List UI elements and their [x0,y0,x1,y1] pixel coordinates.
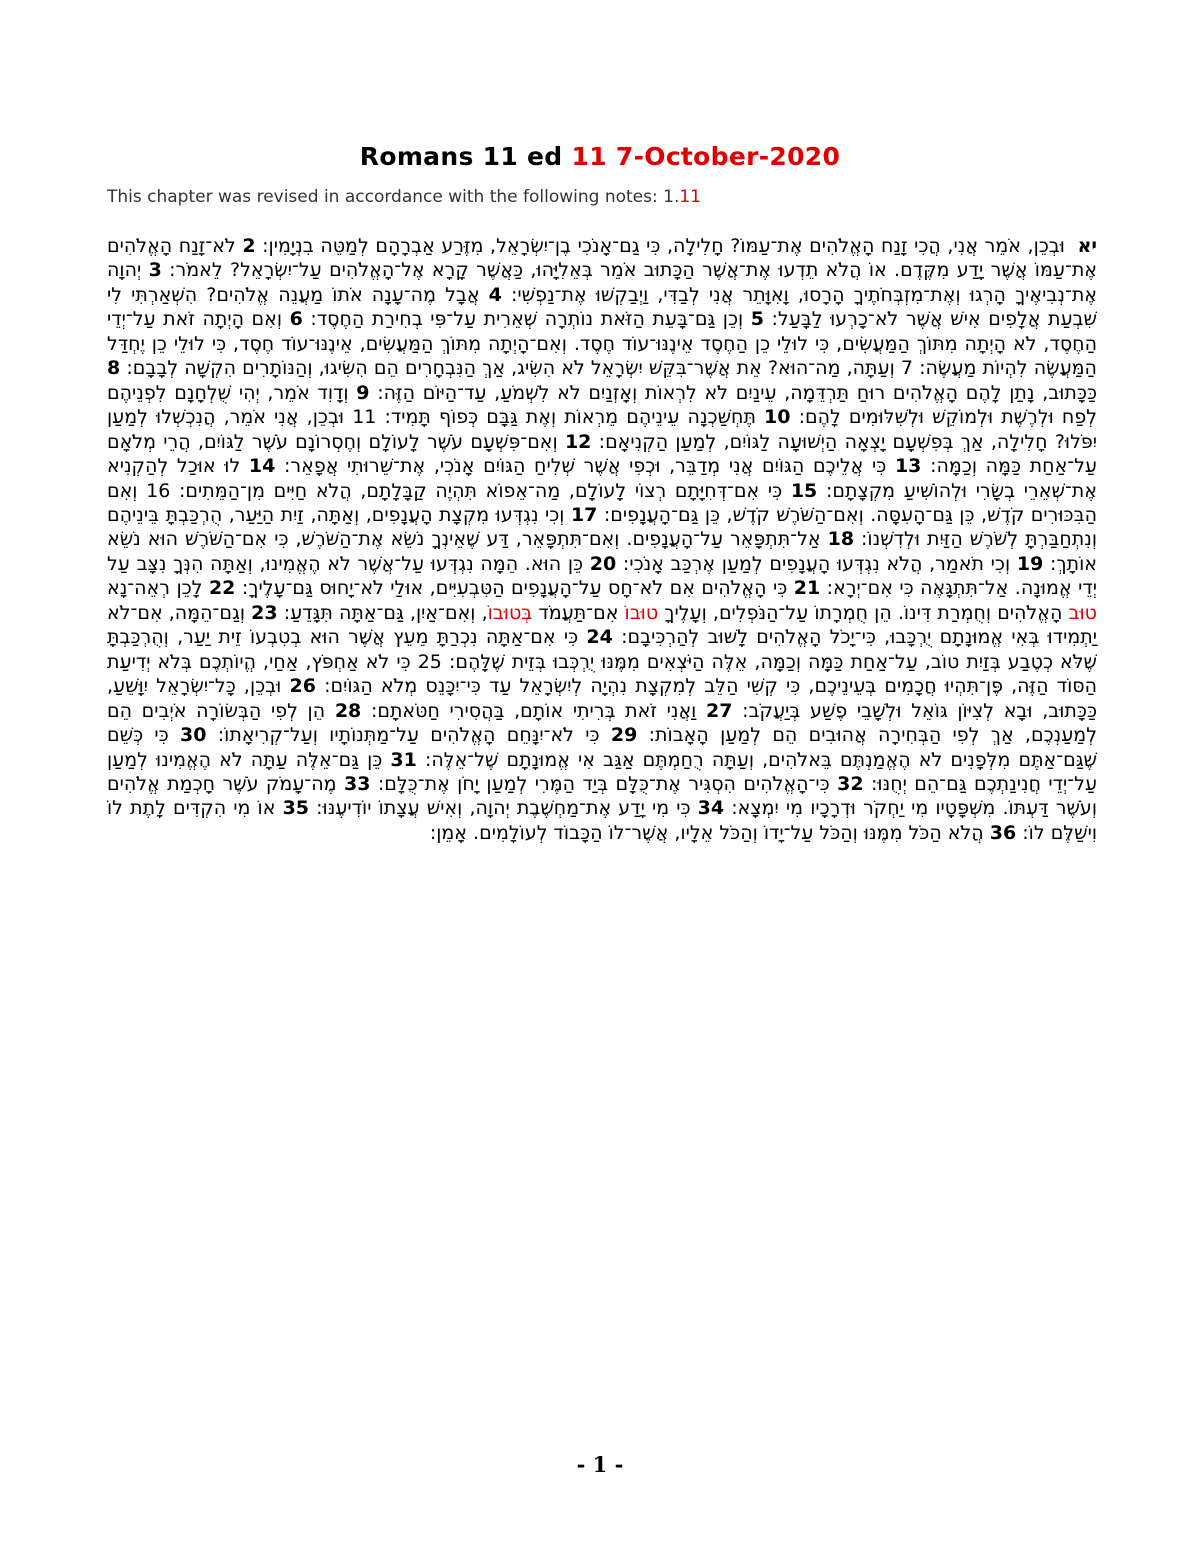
verse-18: אַל־תִּתְפָּאֵר עַל־הָעֲנָפִים. וְאִם־תִּתְפָּאֵר, דַּע שֶׁאֵינְךָ נֹשֵׂא אֶת־הַשֹּׁרֶשׁ, כִּי אִם־הַשֹּׁרֶשׁ הוּא נֹשֵׂא אוֹתָךְ: [107,528,1097,575]
verse-30: כִּי כְּשֵׁם שֶׁגַּם־אַתֶּם מִלְּפָנִים לֹא הֶאֱמַנְתֶּם בֵּאלֹהִים, וְעַתָּה רֻחַמְתֶּם אַגַּב אִי אֱמוּנָתָם שֶׁל־אֵלֶּה: [107,724,1098,771]
verse-22-part-3: אִם־תַּעֲמֹד [538,601,619,624]
verse-9: וְדָוִד אֹמֵר, יְהִי שֻׁלְחָנָם לִפְנֵיהֶם לְפַח וּלְרֶשֶׁת וּלְמוֹקֵשׁ וּלְשִׁלּוּמִים לָהֶם: [107,381,1097,429]
verse-1: וּבְכֵן, אֹמֵר אֲנִי, הֲכִי זָנַח הָאֱלֹהִים אֶת־עַמּוֹ? חָלִילָה, כִּי גַם־אָנֹכִי בֶן־יִשְׂרָאֵל, מִזֶּרַע אַבְרָהָם לְמַטֵּה בִנְיָמִין: [262,235,1065,257]
verse-15: כִּי אִם־דְּחִיָּתָם רְצוֹי לָעוֹלָם, מַה־אֵפוֹא תִּהְיֶה קַבָּלָתָם, הֲלֹא חַיִּים מִן־הַמֵּתִים: [179,479,783,502]
verse-number: 30 [180,724,207,747]
verse-12: וְאִם־פִּשְׁעָם עֹשֶׁר לָעוֹלָם וְחֶסְרוֹנָם עֹשֶׁר לַגּוֹיִם, הֲרֵי מְלֹאָם עַל־אַחַת כַּמָּה וְכַמָּה: [107,430,1097,478]
page-title [0,142,1200,171]
verse-number: 9 [356,381,370,404]
verse-number: 5 [750,308,764,331]
verse-34: כִּי מִי יָדַע אֶת־מַחְשֶׁבֶת יְהוָה, וְאִישׁ עֲצָתוֹ יוֹדִיעֶנּוּ: [316,797,691,820]
verse-7: וְעַתָּה, מַה־הוּא? אֵת אֲשֶׁר־בִּקֵּשׁ יִשְׂרָאֵל לֹא הִשִּׂיג, אַךְ הַנִּבְחָרִים הֵם הִשִּׂיגוּ, וְהַנּוֹתָרִים הִקְשָׁה לְבָבָם: [126,357,895,380]
verse-number: 21 [793,577,821,600]
verse-5: וְכֵן גַּם־בָּעֵת הַזֹּאת נוֹתְרָה שְׁאֵרִית עַל־פִּי בְחִירַת הַחֶסֶד: [310,308,744,331]
title-prefix: Romans 11 ed [359,142,563,171]
verse-29: כִּי לֹא־יִנָּחֵם הָאֱלֹהִים עַל־מַתְּנוֹתָיו וְעַל־קְרִיאָתוֹ: [217,724,600,747]
verse-27: וַאֲנִי זֹאת בְּרִיתִי אוֹתָם, בַּהֲסִירִי חַטֹּאתָם: [370,699,697,722]
verse-number: 29 [610,724,638,747]
verse-number: 15 [790,479,818,502]
highlighted-word: בְּטוּבוֹ [487,601,533,624]
verse-number: 7 [900,357,913,380]
verse-number: 23 [251,601,278,624]
verse-22-part-2: הָאֱלֹהִים וְחֻמְרַת דִּינוֹ. הֵן חֻמְרָתוֹ עַל־הַנֹּפְלִים, וְעָלֶיךָ [664,601,1063,624]
verse-33: מֶה־עָמֹק עֹשֶׁר חָכְמַת אֱלֹהִים וְעֹשֶׁר דַּעְתּוֹ. מִשְׁפָּטָיו מִי יַחְקֹר וּדְרָכָיו מִי יִמְצָא: [107,772,1098,820]
verse-number: 22 [208,577,236,600]
verse-number: 14 [248,455,276,478]
verse-16: וְאִם הַבִּכּוּרִים קֹדֶשׁ, כֵּן גַּם־הָעִסָּה. וְאִם־הַשֹּׁרֶשׁ קֹדֶשׁ, כֵּן גַּם־הָעֲנָפִים: [107,479,1097,526]
verse-4: אֲבָל מֶה־עָנָה אֹתוֹ מַעֲנֵה אֱלֹהִים? הִשְׁאַרְתִּי לִי שִׁבְעַת אֲלָפִים אִישׁ אֲשֶׁר לֹא־כָרְעוּ לַבָּעַל: [107,283,1098,331]
verse-number: 27 [706,699,733,722]
chapter-text [107,234,1097,845]
verse-number: 3 [148,259,162,282]
title-edition-date: 11 7-October-2020 [571,142,841,171]
verse-19: וְכִי תֹאמַר, הֲלֹא נִגְדְּעוּ הָעֲנָפִים לְמַעַן אֶרְכַּב אָנֹכִי: [622,552,1011,575]
verse-14: לוּ אוּכַל לְהַקְנִיא אֶת־שְׁאֵרֵי בְשָׂרִי וּלְהוֹשִׁיעַ מִקְצָתָם: [107,455,1097,502]
verse-number: 36 [989,821,1017,844]
verse-number: 28 [334,699,362,722]
verse-number: 35 [282,797,310,820]
verse-8: כַּכָּתוּב, נָתַן לָהֶם הָאֱלֹהִים רוּחַ תַּרְדֵּמָה, עֵינַיִם לֹא לִרְאוֹת וְאָזְנַיִם לֹא לִשְׁמֹעַ, עַד־הַיּוֹם הַזֶּה: [377,381,1098,404]
verse-17: וְכִי נִגְדְּעוּ מִקְצָת הָעֲנָפִים, וְאַתָּה, זַיִת הַיַּעַר, הֻרְכַּבְתָּ בֵּינֵיהֶם וְנִתְחַבַּרְתָּ לְשֹׁרֶשׁ הַזַּיִת וּלְדִשְׁנוֹ: [107,503,1098,551]
verse-3: יְהוָה אֶת־נְבִיאֶיךָ הָרְגוּ וְאֶת־מִזְבְּחֹתֶיךָ הָרָסוּ, וָאִוָּתֵר אֲנִי לְבַדִּי, וַיְבַקְשׁוּ אֶת־נַפְשִׁי: [107,259,1098,306]
verse-number: 25 [417,650,442,673]
verse-number: 19 [1016,552,1044,575]
verse-22-part-4: , וְאִם־אַיִן, גַּם־אַתָּה תִּגָּדֵעַ: [283,601,488,624]
verse-number: 26 [289,675,316,698]
verse-number: 34 [697,797,725,820]
verse-number: 2 [242,235,256,257]
verse-21: כִּי הָאֱלֹהִים אִם לֹא־חָס עַל־הָעֲנָפִים הַטִּבְעִיִּים, אוּלַי לֹא־יָחוּס גַּם־עָלֶיךָ: [241,577,788,600]
verse-35: אוֹ מִי הִקְדִּים לָתֶת לוֹ וִישַׁלֶּם לוֹ: [107,797,1097,844]
verse-number: 11 [352,406,377,429]
revision-note-link[interactable]: 11 [679,187,701,207]
verse-number: 10 [764,406,791,429]
revision-note [107,187,701,207]
verse-28: הֵן לְפִי הַבְּשׂוֹרָה אֹיְבִים הֵם לְמַעַנְכֶם, אַךְ לְפִי הַבְּחִירָה אֲהוּבִים הֵם לְמַעַן הָאָבוֹת: [107,699,1098,747]
verse-23: וְגַם־הֵמָּה, אִם־לֹא יַתְמִידוּ בְּאִי אֱמוּנָתָם יֻרְכָּבוּ, כִּי־יָכֹל הָאֱלֹהִים לָשׁוּב לְהַרְכִּיבָם: [107,601,1097,649]
verse-22-part-1: לָכֵן רְאֵה־נָא [107,577,203,600]
verse-10: תֶּחְשַׁכְנָה עֵינֵיהֶם מֵרְאוֹת וְאֶת גַּבָּם כְּפוֹף תָּמִיד: [384,406,756,429]
revision-note-text: This chapter was revised in accordance with the following notes: 1. [107,187,680,207]
verse-31: כֵּן גַּם־אֵלֶּה עַתָּה לֹא הֶאֱמִינוּ לְמַעַן עַל־יְדֵי חֲנִינַתְכֶם גַּם־הֵם יְחֻנּוּ: [107,748,1098,795]
verse-number: 33 [344,772,371,795]
verse-number: 13 [894,455,922,478]
verse-25: כִּי לֹא אַחְפֹּץ, אַחַי, הֱיוֹתְכֶם בְּלֹא יְדִיעַת הַסּוֹד הַזֶּה, פֶּן־תִּהְיוּ חֲכָמִים בְּעֵינֵיכֶם, כִּי קְשִׁי הַלֵּב לְמִקְצָת נִהְיָה לְיִשְׂרָאֵל עַד כִּי־יִכָּנֵס מְלֹא הַגּוֹיִם: [107,650,1097,698]
verse-number: 31 [390,748,417,771]
verse-number: 18 [827,528,855,551]
chapter-marker: יא [1077,235,1097,257]
verse-number: 16 [146,479,171,502]
verse-number: 20 [589,552,617,575]
verse-number: 32 [837,772,864,795]
highlighted-word: טוּב [1068,601,1097,624]
verse-13: כִּי אֲלֵיכֶם הַגּוֹיִם אֲנִי מְדַבֵּר, וּכְפִי אֲשֶׁר שְׁלִיחַ הַגּוֹיִם אָנֹכִי, אֶת־שֵׁרוּתִי אֲפָאֵר: [284,455,887,478]
verse-32: כִּי־הָאֱלֹהִים הִסְגִּיר אֶת־כֻּלָּם בְּיַד הַמֶּרִי לְמַעַן יָחֹן אֶת־כֻּלָּם: [377,772,830,795]
verse-11: וּבְכֵן, אֲנִי אֹמֵר, הֲנִכְשְׁלוּ לְמַעַן יִפֹּלוּ? חָלִילָה, אַךְ בְּפִשְׁעָם יָצְאָה הַיְשׁוּעָה לַגּוֹיִם, לְמַעַן הַקְנִיאָם: [107,406,1098,453]
verse-26: וּבְכֵן, כָּל־יִשְׂרָאֵל יִוָּשֵׁעַ, כַּכָּתוּב, וּבָא לְצִיּוֹן גּוֹאֵל וּלְשָׁבֵי פֶשַׁע בְּיַעֲקֹב: [107,675,1098,722]
verse-number: 4 [488,283,502,306]
verse-number: 24 [586,626,613,649]
verse-6: וְאִם הָיְתָה זֹאת עַל־יְדֵי הַחֶסֶד, לֹא הָיְתָה מִתּוֹךְ הַמַּעֲשִׂים, כִּי לוּלֵי כֵן הַחֶסֶד אֵינֶנּוּ־עוֹד חֶסֶד. וְאִם־הָיְתָה מִתּוֹךְ הַמַּעֲשִׂים, אֵינֶנּוּ־עוֹד חֶסֶד, כִּי לוּלֵי כֵן יֶחְדַּל הַמַּעֲשֶׂה לִהְיוֹת מַעֲשֶׂה: [107,308,1097,380]
verse-36: הֲלֹא הַכֹּל מִמֶּנּוּ וְהַכֹּל עַל־יָדוֹ וְהַכֹּל אֵלָיו, אֲשֶׁר־לוֹ הַכָּבוֹד לְעוֹלָמִים. אָמֵן: [429,821,984,844]
verse-number: 17 [570,503,598,526]
verse-20: כֵּן הוּא. הֵמָּה נִגְדְּעוּ עַל־אֲשֶׁר לֹא הֶאֱמִינוּ, וְאַתָּה הִנְּךָ נִצָּב עַל יְדֵי אֱמוּנָה. אַל־תִּתְגָּאֶה כִּי אִם־יְרָא: [107,552,1097,600]
verse-2: לֹא־זָנַח הָאֱלֹהִים אֶת־עַמּוֹ אֲשֶׁר יָדַע מִקֶּדֶם. אוֹ הֲלֹא תֵדְעוּ אֶת־אֲשֶׁר הַכָּתוּב אֹמֵר בְּאֵלִיָּהוּ, כַּאֲשֶׁר קָרָא אֶל־הָאֱלֹהִים עַל־יִשְׂרָאֵל? לֵאמֹר: [107,235,1098,282]
highlighted-word: טוּבוֹ [624,601,659,624]
page-number: - 1 - [576,1452,624,1477]
verse-24: כִּי אִם־אַתָּה נִכְרַתָּ מֵעֵץ אֲשֶׁר הוּא בְטִבְעוֹ זֵית יַעַר, וְהֻרְכַּבְתָּ שֶׁלֹּא כְטֶבַע בְּזַיִת טוֹב, עַל־אַחַת כַּמָּה וְכַמָּה, אֵלֶּה הַיֹּצְאִים מִמֶּנּוּ יֻרְכְּבוּ בְּזֵית שֶׁלָּהֶם: [107,626,1098,673]
verse-number: 6 [289,308,303,331]
verse-number: 8 [107,357,121,380]
verse-number: 12 [564,430,592,453]
